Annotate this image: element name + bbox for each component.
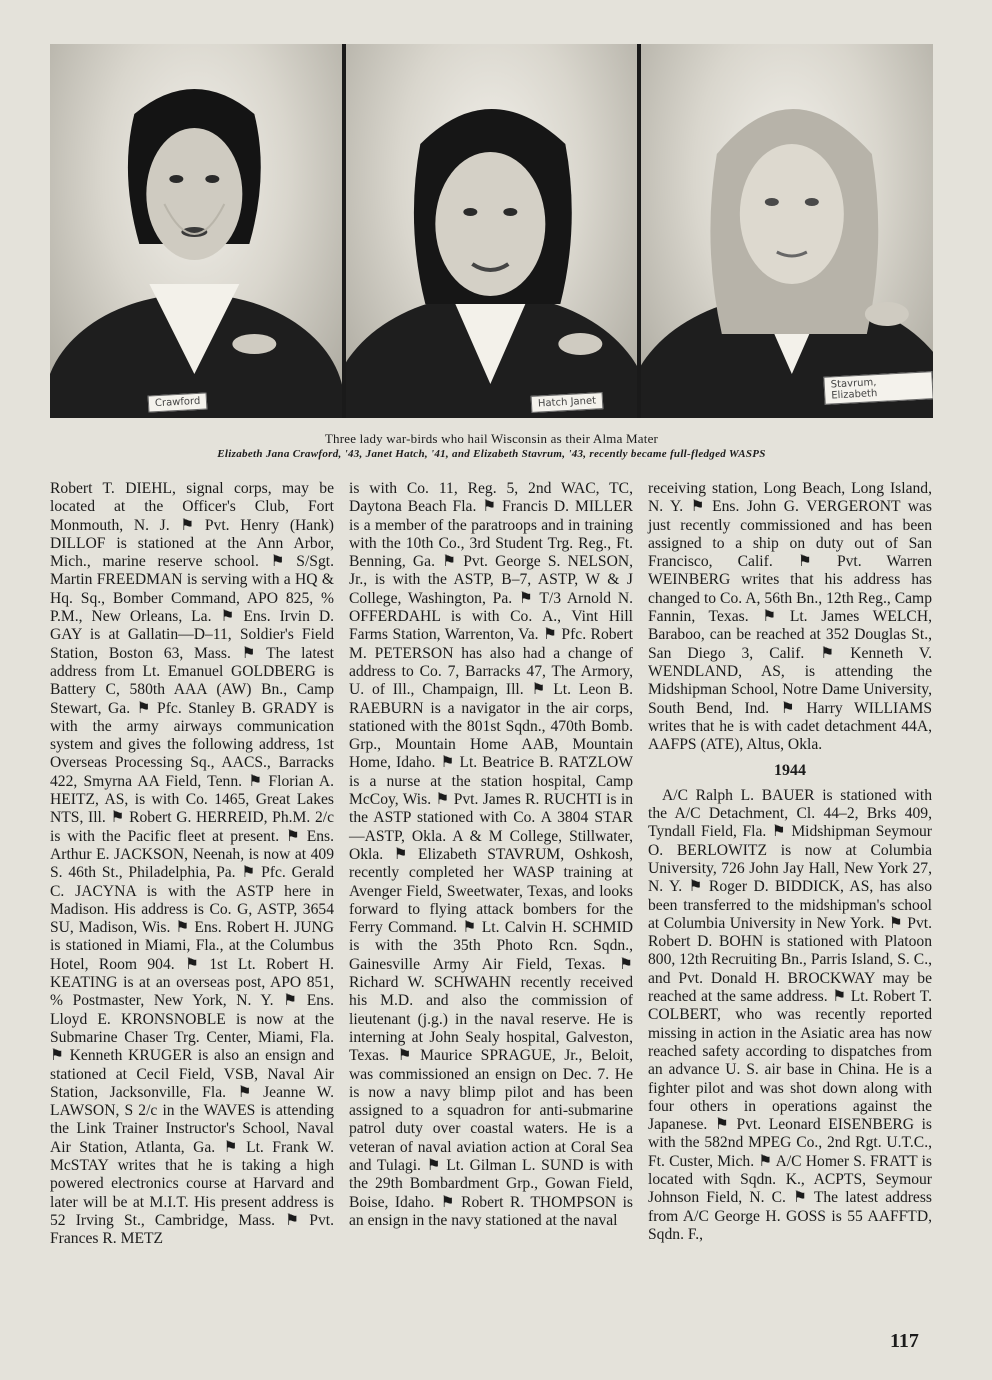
- portrait-crawford-image: [50, 44, 342, 418]
- article-columns: [50, 480, 932, 1310]
- name-tag-crawford: Crawford: [148, 392, 208, 412]
- portrait-photo-hatch: [346, 44, 638, 418]
- column-3-text-top: receiving station, Long Beach, Long Island, N. Y. ⚑ Ens. John G. VERGERONT was just recently commissioned and has been assigned to a ship on duty out of San Francisco, Calif. ⚑ Pvt. Warren WEINBERG writes that his address has changed to Co. A, 56th Bn., 12th Reg., Camp Fannin, Texas. ⚑ Lt. James WELCH, Baraboo, can be reached at 352 Douglas St., San Diego 3, Calif. ⚑ Kenneth V. WENDLAND, AS, is attending the Midshipman School, Notre Dame University, South Bend, Ind. ⚑ Harry WILLIAMS writes that he is with cadet detachment 44A, AAFPS (ATE), Altus, Okla.: [648, 480, 932, 754]
- photo-caption-title: Three lady war-birds who hail Wisconsin as their Alma Mater: [324, 431, 659, 446]
- portrait-hatch-image: [346, 44, 638, 418]
- portrait-photo-stavrum: [641, 44, 933, 418]
- column-1-text: Robert T. DIEHL, signal corps, may be located at the Officer's Club, Fort Monmouth, N. J. ⚑ Pvt. Henry (Hank) DILLOF is stationed at the Ann Arbor, Mich., marine reserve school. ⚑ S/Sgt. Martin FREEDMAN is serving with a HQ & Hq. Sq., Bomber Command, APO 825, % P.M., New Orleans, La. ⚑ Ens. Irvin D. GAY is at Gallatin—D–11, Soldier's Field Station, Boston 63, Mass. ⚑ The latest address from Lt. Emanuel GOLDBERG is Battery C, 580th AAA (AW) Bn., Camp Stewart, Ga. ⚑ Pfc. Stanley B. GRADY is with the army airways communication system and gives the following address, 1st Overseas Processing Sq., AACS., Barracks 422, Smyrna AA Field, Tenn. ⚑ Florian A. HEITZ, AS, is with Co. 1465, Great Lakes NTS, Ill. ⚑ Robert G. HERREID, Ph.M. 2/c is with the Pacific fleet at present. ⚑ Ens. Arthur E. JACKSON, Neenah, is now at 409 S. 46th St., Philadelphia, Pa. ⚑ Pfc. Gerald C. JACYNA is with the ASTP here in Madison. His address is Co. G, ASTP, 3654 SU, Madison, Wis. ⚑ Ens. Robert H. JUNG is stationed in Miami, Fla., at the Columbus Hotel, Room 904. ⚑ 1st Lt. Robert H. KEATING is at an overseas post, APO 851, % Postmaster, New York, N. Y. ⚑ Ens. Lloyd E. KRONSNOBLE is now at the Submarine Chaser Trg. Center, Miami, Fla. ⚑ Kenneth KRUGER is also an ensign and stationed at Cecil Field, VSB, Naval Air Station, Jacksonville, Fla. ⚑ Jeanne W. LAWSON, S 2/c in the WAVES is attending the Link Trainer Instructor's School, Naval Air Station, Atlanta, Ga. ⚑ Lt. Frank W. McSTAY writes that he is taking a high powered electronics course at Harvard and later will be at M.I.T. His present address is 52 Irving St., Cambridge, Mass. ⚑ Pvt. Frances R. METZ: [50, 480, 334, 1248]
- portrait-photo-crawford: [50, 44, 342, 418]
- name-tag-hatch: Hatch Janet: [530, 392, 603, 413]
- photo-strip: [50, 44, 933, 418]
- portrait-stavrum-image: [641, 44, 933, 418]
- year-heading: 1944: [774, 762, 806, 780]
- column-2: [349, 480, 633, 1310]
- photo-caption-names: Elizabeth Jana Crawford, '43, Janet Hatch, '41, and Elizabeth Stavrum, '43, recently became full-fledged WASPS: [217, 448, 766, 460]
- column-3-text-bottom: A/C Ralph L. BAUER is stationed with the A/C Detachment, Cl. 44–2, Brks 409, Tyndall Field, Fla. ⚑ Midshipman Seymour O. BERLOWITZ is now at Columbia University, 726 John Jay Hall, New York 27, N. Y. ⚑ Roger D. BIDDICK, AS, has also been transferred to the midshipman's school at Columbia University in New York. ⚑ Pvt. Robert D. BOHN is stationed with Platoon 800, 12th Recruiting Bn., Parris Island, S. C., and Pvt. Donald H. BROCKWAY may be reached at the same address. ⚑ Lt. Robert T. COLBERT, who was recently reported missing in action in the Asiatic area has now reached safety according to dispatches from an advance U. S. air base in China. He is a fighter pilot and was shot down along with four others in operations against the Japanese. ⚑ Pvt. Leonard EISENBERG is with the 582nd MPEG Co., 2nd Rgt. U.T.C., Ft. Custer, Mich. ⚑ A/C Homer S. FRATT is located with Sqdn. K., ACPTS, Seymour Johnson Field, N. C. ⚑ The latest address from A/C George H. GOSS is 55 AAFFTD, Sqdn. F.,: [648, 786, 932, 1243]
- name-tag-stavrum: Stavrum, Elizabeth: [824, 371, 933, 405]
- column-3: [648, 480, 932, 1310]
- page-number: 117: [890, 1330, 919, 1352]
- column-1: [50, 480, 334, 1310]
- column-2-text: is with Co. 11, Reg. 5, 2nd WAC, TC, Daytona Beach Fla. ⚑ Francis D. MILLER is a member of the paratroops and in training with the 10th Co., 3rd Student Trg. Reg., Ft. Benning, Ga. ⚑ Pvt. George S. NELSON, Jr., is with the ASTP, B–7, ASTP, W & J College, Washington, Pa. ⚑ T/3 Arnold N. OFFERDAHL is with Co. A., Vint Hill Farms Station, Warrenton, Va. ⚑ Pfc. Robert M. PETERSON has also had a change of address to Co. 7, Barracks 47, The Armory, U. of Ill., Champaign, Ill. ⚑ Lt. Leon B. RAEBURN is a navigator in the air corps, stationed with the 801st Sqdn., 470th Bomb. Grp., Mountain Home AAB, Mountain Home, Idaho. ⚑ Lt. Beatrice B. RATZLOW is a nurse at the station hospital, Camp McCoy, Wis. ⚑ Pvt. James R. RUCHTI is in the ASTP stationed with Co. A 3804 STAR—ASTP, Okla. A & M College, Stillwater, Okla. ⚑ Elizabeth STAVRUM, Oshkosh, recently completed her WASP training at Avenger Field, Sweetwater, Texas, and looks forward to flying attack bombers for the Ferry Command. ⚑ Lt. Calvin H. SCHMID is with the 35th Photo Rcn. Sqdn., Gainesville Army Air Field, Texas. ⚑ Richard W. SCHWAHN recently received his M.D. and also the commission of lieutenant (j.g.) in the naval reserve. He is interning at John Sealy hospital, Galveston, Texas. ⚑ Maurice SPRAGUE, Jr., Beloit, was commissioned an ensign on Dec. 7. He is now a navy blimp pilot and has been assigned to a squadron for anti-submarine patrol duty over coastal waters. He is a veteran of naval aviation action at Coral Sea and Tulagi. ⚑ Lt. Gilman L. SUND is with the 29th Bombardment Grp., Gowan Field, Boise, Idaho. ⚑ Robert R. THOMPSON is an ensign in the navy stationed at the naval: [349, 480, 633, 1229]
